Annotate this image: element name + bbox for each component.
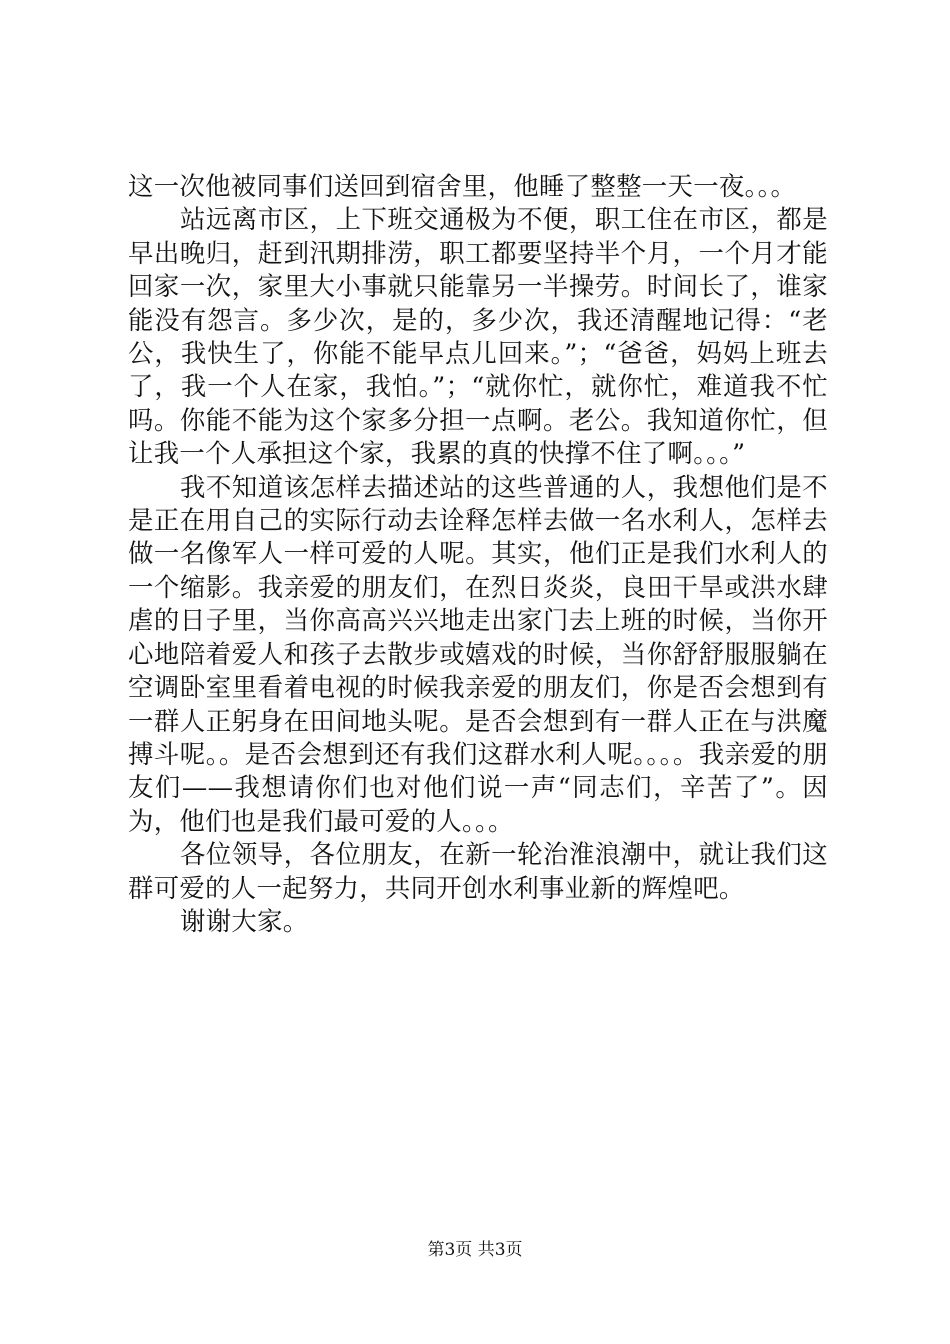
page-footer: [0, 1239, 950, 1261]
page-number-label: 第3页 共3页: [427, 1240, 523, 1260]
paragraph-thanks: 谢谢大家。: [180, 905, 309, 936]
document-body: [128, 170, 828, 938]
paragraph-water-workers: 我不知道该怎样去描述站的这些普通的人，我想他们是不是正在用自己的实际行动去诠释怎样去做一名水利人，怎样去做一名像军人一样可爱的人呢。其实，他们正是我们水利人的一个缩影。我亲爱的朋友们，在烈日炎炎，良田干旱或洪水肆虐的日子里，当你高高兴兴地走出家门去上班的时候，当你开心地陪着爱人和孩子去散步或嬉戏的时候，当你舒舒服服躺在空调卧室里看着电视的时候我亲爱的朋友们，你是否会想到有一群人正躬身在田间地头呢。是否会想到有一群人正在与洪魔搏斗呢。。是否会想到还有我们这群水利人呢。。。。我亲爱的朋友们——我想请你们也对他们说一声“同志们，辛苦了”。因为，他们也是我们最可爱的人。。。: [128, 471, 828, 836]
paragraph-closing-appeal: 各位领导，各位朋友，在新一轮治淮浪潮中，就让我们这群可爱的人一起努力，共同开创水利事业新的辉煌吧。: [128, 839, 828, 903]
paragraph-continuation: 这一次他被同事们送回到宿舍里，他睡了整整一天一夜。。。: [128, 171, 797, 201]
paragraph-station-commute: 站远离市区，上下班交通极为不便，职工住在市区，都是早出晚归，赶到汛期排涝，职工都要坚持半个月，一个月才能回家一次，家里大小事就只能靠另一半操劳。时间长了，谁家能没有怨言。多少次，是的，多少次，我还清醒地记得：“老公，我快生了，你能不能早点儿回来。”；“爸爸，妈妈上班去了，我一个人在家，我怕。”；“就你忙，就你忙，难道我不忙吗。你能不能为这个家多分担一点啊。老公。我知道你忙，但让我一个人承担这个家，我累的真的快撑不住了啊。。。”: [128, 204, 828, 469]
